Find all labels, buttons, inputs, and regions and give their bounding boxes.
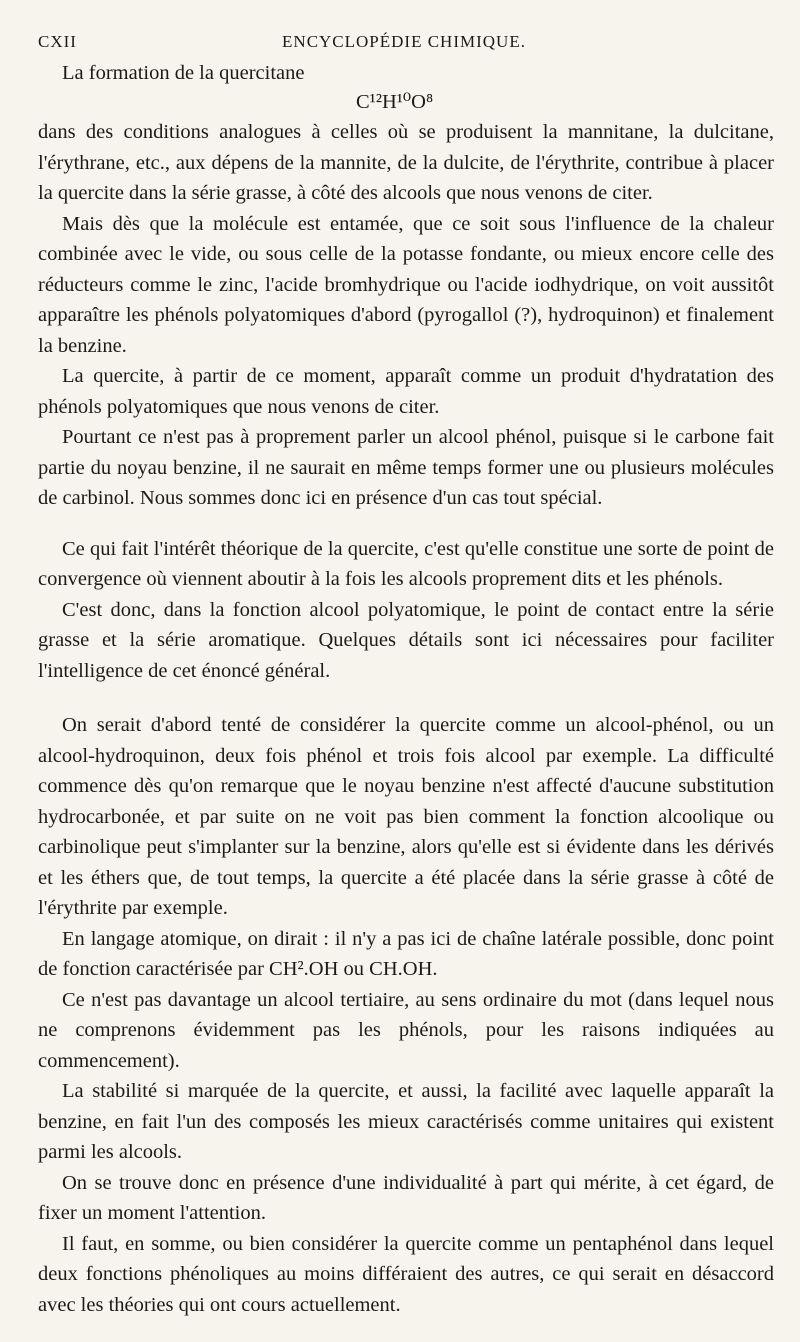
paragraph: Pourtant ce n'est pas à proprement parler un alcool phénol, puisque si le carbone fait partie du noyau benzine, il ne saurait en même temps former une ou plusieurs molécules de carbinol. Nous sommes donc ici en présence d'un cas tout spécial.	[38, 426, 774, 509]
page-header	[38, 32, 770, 56]
page-number: CXII	[38, 32, 77, 51]
running-head: ENCYCLOPÉDIE CHIMIQUE.	[282, 32, 526, 51]
paragraph: Ce qui fait l'intérêt théorique de la quercite, c'est qu'elle constitue une sorte de point de convergence où viennent aboutir à la fois les alcools proprement dits et les phénols.	[38, 537, 774, 590]
page-body	[38, 58, 774, 1320]
paragraph-intro: La formation de la quercitane	[62, 62, 305, 84]
paragraph: C'est donc, dans la fonction alcool polyatomique, le point de contact entre la série grasse et la série aromatique. Quelques détails sont ici nécessaires pour faciliter l'intelligence de cet énoncé général.	[38, 598, 774, 682]
paragraph: Il faut, en somme, ou bien considérer la quercite comme un pentaphénol dans lequel deux fonctions phénoliques au moins différaient des autres, ce qui serait en désaccord avec les théories qui ont cours actuellement.	[38, 1232, 774, 1316]
paragraph: On se trouve donc en présence d'une individualité à part qui mérite, à cet égard, de fixer un moment l'attention.	[38, 1171, 774, 1224]
paragraph-continuation: dans des conditions analogues à celles où se produisent la mannitane, la dulcitane, l'érythrane, etc., aux dépens de la mannite, de la dulcite, de l'érythrite, contribue à placer la quercite dans la série grasse, à côté des alcools que nous venons de citer.	[38, 121, 774, 204]
paragraph: Ce n'est pas davantage un alcool tertiaire, au sens ordinaire du mot (dans lequel nous ne comprenons évidemment pas les phénols, pour les raisons indiquées au commencement).	[38, 988, 774, 1072]
paragraph: La stabilité si marquée de la quercite, et aussi, la facilité avec laquelle apparaît la benzine, en fait l'un des composés les mieux caractérisés comme unitaires qui existent parmi les alcools.	[38, 1080, 774, 1163]
paragraph: En langage atomique, on dirait : il n'y a pas ici de chaîne latérale possible, donc point de fonction caractérisée par CH².OH ou CH.OH.	[38, 927, 774, 980]
paragraph: La quercite, à partir de ce moment, apparaît comme un produit d'hydratation des phénols polyatomiques que nous venons de citer.	[38, 365, 774, 418]
paragraph: On serait d'abord tenté de considérer la quercite comme un alcool-phénol, ou un alcool-hydroquinon, deux fois phénol et trois fois alcool par exemple. La difficulté commence dès qu'on remarque que le noyau benzine n'est affecté d'aucune substitution hydrocarbonée, et par suite on ne voit pas bien comment la fonction alcoolique ou carbinolique peut s'implanter sur la benzine, alors qu'elle est si évidente dans les dérivés et les éthers que, de tout temps, la quercite a été placée dans la série grasse à côté de l'érythrite par exemple.	[38, 714, 774, 919]
paragraph: Mais dès que la molécule est entamée, que ce soit sous l'influence de la chaleur combinée avec le vide, ou sous celle de la potasse fondante, ou mieux encore celle des réducteurs comme le zinc, l'acide bromhydrique ou l'acide iodhydrique, on voit aussitôt apparaître les phénols polyatomiques d'abord (pyrogallol (?), hydroquinon) et finalement la benzine.	[38, 212, 774, 357]
formula-quercitane: C¹²H¹⁰O⁸	[356, 90, 434, 113]
